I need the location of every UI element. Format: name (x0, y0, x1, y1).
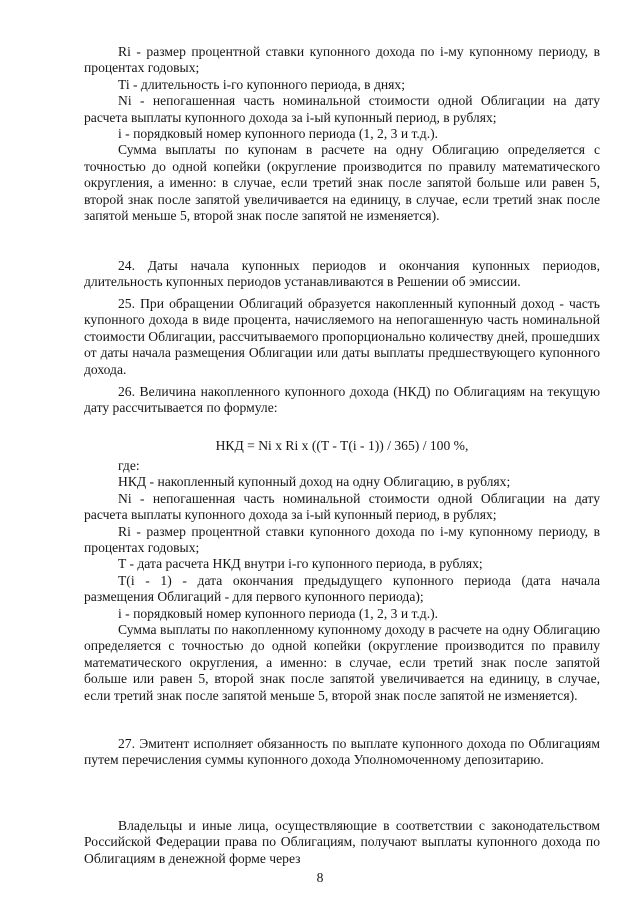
coupon-rounding-paragraph: Сумма выплаты по купонам в расчете на одну Облигацию определяется с точностью до одной копейки (округление производится по правилу математического округления, а именно: в случае, если третий знак после запятой больше или равен 5, второй знак после запятой увеличивается на единицу, в случае, если третий знак после запятой меньше 5, второй знак после запятой не изменяется). (84, 142, 600, 224)
definition-i: i - порядковый номер купонного периода (1, 2, 3 и т.д.). (118, 126, 439, 142)
paragraph-24-text: 24. Даты начала купонных периодов и окончания купонных периодов, длительность купонных периодов устанавливаются в Решении об эмиссии. (84, 258, 600, 290)
paragraph-24 (84, 258, 600, 291)
definition-ri: Ri - размер процентной ставки купонного дохода по i-му купонному периоду, в процентах годовых; (84, 523, 600, 556)
definition-t: T - дата расчета НКД внутри i-го купонного периода, в рублях; (118, 556, 483, 572)
paragraph-25 (84, 296, 600, 378)
nkd-rounding-paragraph: Сумма выплаты по накопленному купонному доходу в расчете на одну Облигацию определяется с точностью до одной копейки (округление производится по правилу математического округления, а именно: в случае, если третий знак после запятой больше или равен 5, второй знак после запятой увеличивается на единицу, в случае, если третий знак после запятой меньше 5, второй знак после запятой не изменяется). (84, 622, 600, 703)
definition-ni: Ni - непогашенная часть номинальной стоимости одной Облигации на дату расчета выплаты купонного дохода за i-ый купонный период, в рублях; (84, 93, 600, 125)
paragraph-27 (84, 736, 600, 769)
page-number: 8 (316, 870, 324, 885)
owners-paragraph-text: Владельцы и иные лица, осуществляющие в соответствии с законодательством Российской Федерации права по Облигациям, получают выплаты купонного дохода по Облигациям в денежной форме через (84, 818, 600, 866)
definition-ri: Ri - размер процентной ставки купонного дохода по i-му купонному периоду, в процентах годовых; (84, 44, 600, 76)
owners-paragraph (84, 818, 600, 867)
definition-nkd: НКД - накопленный купонный доход на одну Облигацию, в рублях; (118, 474, 511, 490)
paragraph-26 (84, 384, 600, 417)
where-label: где: (118, 458, 140, 473)
definition-i: i - порядковый номер купонного периода (1, 2, 3 и т.д.). (118, 605, 439, 621)
paragraph-26-text: 26. Величина накопленного купонного дохода (НКД) по Облигациям на текущую дату рассчитывается по формуле: (84, 384, 600, 416)
coupon-definitions (84, 44, 600, 224)
paragraph-27-text: 27. Эмитент исполняет обязанность по выплате купонного дохода по Облигациям путем перечисления суммы купонного дохода Уполномоченному депозитарию. (84, 736, 600, 768)
nkd-definitions (84, 458, 600, 704)
definition-ni: Ni - непогашенная часть номинальной стоимости одной Облигации на дату расчета выплаты купонного дохода за i-ый купонный период, в рублях; (84, 490, 600, 523)
nkd-formula: НКД = Ni x Ri x ((T - T(i - 1)) / 365) / 100 %, (215, 438, 469, 453)
definition-t-prev: T(i - 1) - дата окончания предыдущего купонного периода (дата начала размещения Облигаций - для первого купонного периода); (84, 572, 600, 605)
definition-ti: Ti - длительность i-го купонного периода, в днях; (118, 76, 406, 92)
paragraph-25-text: 25. При обращении Облигаций образуется накопленный купонный доход - часть купонного дохода в виде процента, начисляемого на непогашенную часть номинальной стоимости Облигации, рассчитываемого пропорционально количеству дней, прошедших от даты начала размещения Облигации или даты выплаты предшествующего купонного дохода. (84, 296, 600, 377)
